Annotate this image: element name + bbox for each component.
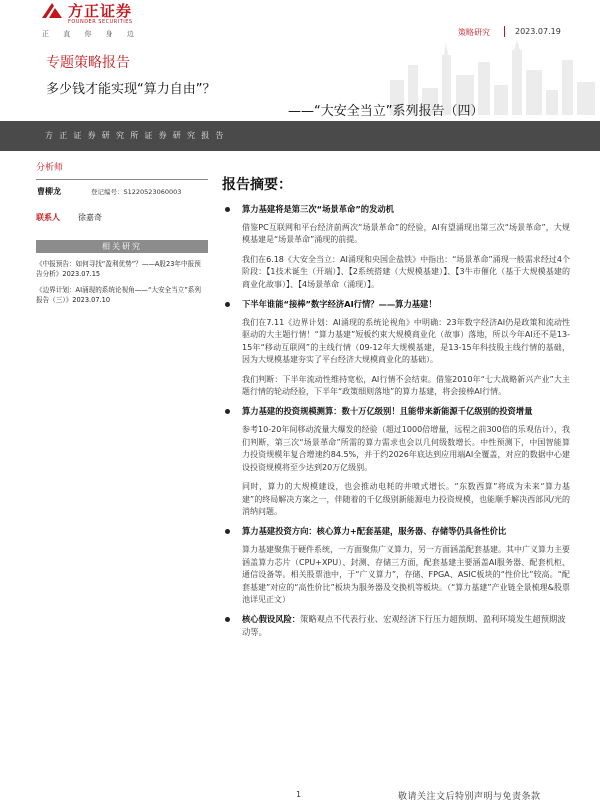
analyst-name: 曹柳龙 [37,187,61,196]
risk-section [222,613,570,639]
bullet-icon [225,409,230,414]
report-category: 专题策略报告 [46,55,130,71]
section-heading [222,298,570,311]
section-heading-text: 下半年谁能“接棒”数字经济AI行情？——算力基建！ [242,299,437,310]
page-number: 1 [296,790,302,799]
related-research-item[interactable]: 《边界计划：AI涌现的系统论视角——“大安全当立”系列报告（三）》2023.07.10 [36,286,201,304]
sidebar [36,160,208,305]
header-divider [504,26,505,37]
report-header [0,0,600,40]
analyst-divider [36,179,208,180]
section-heading-text: 算力基建投资方向：核心算力+配套基建，服务器、存储等仍具备性价比 [242,526,507,537]
contact-row [36,212,208,226]
section-heading [222,525,570,538]
section-heading-text: 算力基建的投资规模测算：数十万亿级别！且能带来新能源千亿级别的投资增量 [242,406,533,417]
risk-text: 策略观点不代表行业、宏观经济下行压力超预期、盈利环境发生超预期波动等。 [242,614,566,638]
paragraph: 我们在7.11《边界计划：AI涌现的系统论视角》中明确：23年数字经济AI仍是政策和流动性驱动的大主题行情！“算力基建”短板约束大规模商业化（故事）落地，所以今年AI还不是13-15年“移动互联网”的主线行情（09-12年大规模基建，是13-15年科技股主线行情的基础，因为大规模基建夯实了平台经济大规模商业化的基础）。 [242,318,570,365]
summary-title: 报告摘要： [222,177,292,193]
paragraph: 借鉴PC互联网和平台经济前两次“场景革命”的经验，AI有望涌现出第三次“场景革命”，大规模基建是“场景革命”涌现的前提。 [242,223,570,245]
related-research-item[interactable]: 《中报预告：如何寻找“盈利优势”？——A股23年中报预告分析》2023.07.15 [36,260,201,278]
section-heading [222,405,570,418]
section-heading [222,203,570,216]
contact-name: 徐嘉奇 [78,213,102,222]
founder-logo-icon [40,2,64,20]
analyst-registration: 登记编号：S1220523060003 [91,188,182,196]
logo-name: 方正证券 [68,2,133,20]
disclaimer-note: 敬请关注文后特别声明与免责条款 [398,792,541,802]
logo-english: FOUNDER SECURITIES [68,19,133,25]
contact-label: 联系人 [36,213,60,222]
paragraph: 参考10-20年间移动流量大爆发的经验（超过1000倍增量，远程之前300倍的乐观估计），我们判断，第三次“场景革命”所需的算力需求也会以几何级数增长。中性预测下，中国智能算力投资规模年复合增速约84.5%，并于约2026年底达到应用端AI全覆盖，对应的数据中心建设投资规模将至少达到20万亿级别。 [242,425,570,472]
bullet-icon [225,529,230,534]
related-research-heading: 相关研究 [36,240,208,253]
section-heading-text: 算力基建将是第三次“场景革命”的发动机 [242,204,394,214]
report-subtitle: ——“大安全当立”系列报告（四） [288,104,484,119]
paragraph: 我们判断：下半年流动性维持宽松，AI行情不会结束。借鉴2010年“七大战略新兴产业”大主题行情的轮动经验，下半年“政策细则落地”的算力基建，将会接棒AI行情。 [242,374,570,397]
risk-heading: 核心假设风险： [242,614,301,625]
paragraph: 算力基建聚焦于硬件系统，一方面聚焦广义算力，另一方面涵盖配套基建。其中广义算力主要涵盖算力芯片（CPU+XPU）、封测、存储三方面，配套基建主要涵盖AI服务器、配套机柜、通信设备等。相关股票池中，于“广义算力”，存储、FPGA、ASIC板块的“性价比”较高。“配套基建”对应的“高性价比”板块为服务器及交换机等板块。（“算力基建”产业链全景梳理&股票池详见正文） [242,545,570,604]
paragraph: 同时，算力的大规模建设，也会推动电耗的井喷式增长。“东数西算”将成为未来“算力基建”的终局解决方案之一，伴随着的千亿级别新能源电力投资规模，也能顺手解决西部风/光的消纳问题。 [242,482,570,516]
paragraph: 我们在6.18《大安全当立：AI涌现和央国企盐铁》中指出：“场景革命”涌现一般需求经过4个阶段：【1技术诞生（开端）】、【2系统搭建（大规模基建）】、【3牛市催化（基于大规模基建的商业化故事）】、【4场景革命（涌现）】。 [242,254,570,289]
bullet-icon [225,207,230,212]
bullet-icon [225,302,230,307]
report-date: 2023.07.19 [515,27,561,36]
report-type: 策略研究 [458,28,490,37]
summary-content [222,174,570,645]
analyst-heading: 分析师 [36,163,64,173]
logo-slogan: 正 直 你 身 边 [42,30,140,38]
institute-banner-text: 方正证券研究所证券研究报告 [45,131,230,140]
report-title: 多少钱才能实现“算力自由”？ [46,82,216,97]
bullet-icon [225,617,230,622]
analyst-row [36,186,208,200]
